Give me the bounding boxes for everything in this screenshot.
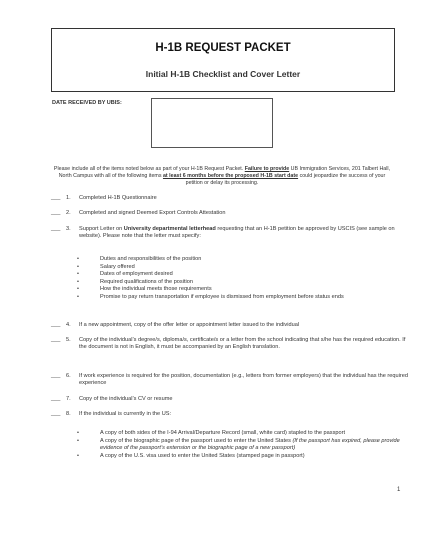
bullet-icon: •: [77, 263, 79, 270]
page-number: 1: [397, 487, 401, 493]
item-text: If the individual is currently in the US:: [79, 411, 172, 417]
item-number: 3.: [66, 226, 71, 232]
bullet-icon: •: [77, 278, 79, 285]
bullet-icon: •: [77, 293, 79, 300]
list-item-text: Dates of employment desired: [100, 271, 173, 277]
checkbox-blank[interactable]: ___: [51, 337, 61, 343]
intro-failure: Failure to provide: [244, 166, 290, 172]
item-8-bullet-list: [77, 430, 420, 460]
item-text: If work experience is required for the position, documentation (e.g., letters from former employers) that the individual has the required experience: [79, 373, 408, 387]
item-text-bold: University departmental letterhead: [123, 226, 216, 232]
item-text: Completed H-1B Questionnaire: [79, 195, 157, 201]
date-received-label: DATE RECEIVED BY UBIS:: [52, 100, 122, 106]
checkbox-blank[interactable]: ___: [51, 411, 61, 417]
list-item: [77, 256, 420, 264]
list-item: [77, 271, 420, 279]
list-item-text: Salary offered: [100, 263, 135, 270]
checkbox-blank[interactable]: ___: [51, 210, 61, 216]
item-number: 1.: [66, 195, 71, 201]
intro-text-3: could jeopardize the success of your petition or delay its processing.: [185, 173, 386, 186]
bullet-icon: •: [77, 271, 79, 277]
item-text: Copy of the individual’s CV or resume: [79, 396, 173, 402]
bullet-icon: •: [77, 286, 79, 292]
intro-text-2: UB Immigration Services, 201 Talbert Hall, North Campus with all of the following items: [58, 166, 391, 179]
item-text: Copy of the individual’s degree/s, diploma/s, certificate/s or a letter from the school indicating that s/he has the required education. If the document is not in English, it must be accompanied by an English translation.: [79, 337, 406, 351]
page-subtitle: Initial H-1B Checklist and Cover Letter: [145, 69, 301, 79]
list-item: [77, 286, 420, 294]
intro-deadline: at least 6 months before the proposed H-1B start date: [162, 173, 299, 179]
list-item: [77, 264, 420, 272]
page-title: H-1B REQUEST PACKET: [155, 42, 291, 54]
intro-text-1: Please include all of the items noted below as part of your H-1B Request Packet.: [53, 166, 244, 172]
bullet-icon: •: [77, 256, 79, 262]
list-item-text: A copy of both sides of the I-94 Arrival/Departure Record (small, white card) stapled to the passport: [100, 430, 346, 436]
checkbox-blank[interactable]: ___: [51, 226, 61, 232]
bullet-icon: •: [77, 430, 79, 436]
list-item-text: Duties and responsibilities of the position: [100, 256, 202, 262]
intro-paragraph: [51, 166, 393, 187]
title-box: [51, 28, 395, 92]
bullet-icon: •: [77, 452, 79, 459]
list-item: [77, 430, 420, 438]
list-item-text: Promise to pay return transportation if employee is dismissed from employment before status ends: [100, 293, 344, 300]
item-number: 7.: [66, 396, 71, 402]
list-item: [77, 438, 420, 453]
checkbox-blank[interactable]: ___: [51, 396, 61, 402]
item-text-post: requesting that an H-1B petition be approved by USCIS (see sample on website). Please note that the letter must specify:: [79, 226, 395, 240]
list-item-text: How the individual meets those requirements: [100, 286, 212, 292]
list-item: [77, 294, 420, 302]
list-item: [77, 453, 420, 461]
item-number: 6.: [66, 373, 71, 379]
item-number: 2.: [66, 210, 71, 216]
item-number: 4.: [66, 322, 71, 328]
list-item-text: A copy of the U.S. visa used to enter the United States (stamped page in passport): [100, 452, 305, 459]
date-received-box: [151, 98, 273, 148]
item-text-pre: Support Letter on: [79, 226, 123, 232]
item-text: If a new appointment, copy of the offer letter or appointment letter issued to the individual: [79, 322, 300, 328]
item-number: 5.: [66, 337, 71, 343]
item-number: 8.: [66, 411, 71, 417]
list-item: [77, 279, 420, 287]
checkbox-blank[interactable]: ___: [51, 373, 61, 379]
bullet-icon: •: [77, 437, 79, 444]
list-item-text: A copy of the biographic page of the passport used to enter the United States: [100, 437, 291, 444]
item-text: [79, 226, 409, 240]
checkbox-blank[interactable]: ___: [51, 322, 61, 328]
list-item-italic-note: (If the passport has expired, please provide evidence of the passport’s extension or the biographic page of a new passport): [100, 437, 400, 451]
checkbox-blank[interactable]: ___: [51, 195, 61, 201]
list-item-text: Required qualifications of the position: [100, 278, 193, 285]
item-3-bullet-list: [77, 256, 420, 301]
item-text: Completed and signed Deemed Export Controls Attestation: [79, 210, 226, 216]
